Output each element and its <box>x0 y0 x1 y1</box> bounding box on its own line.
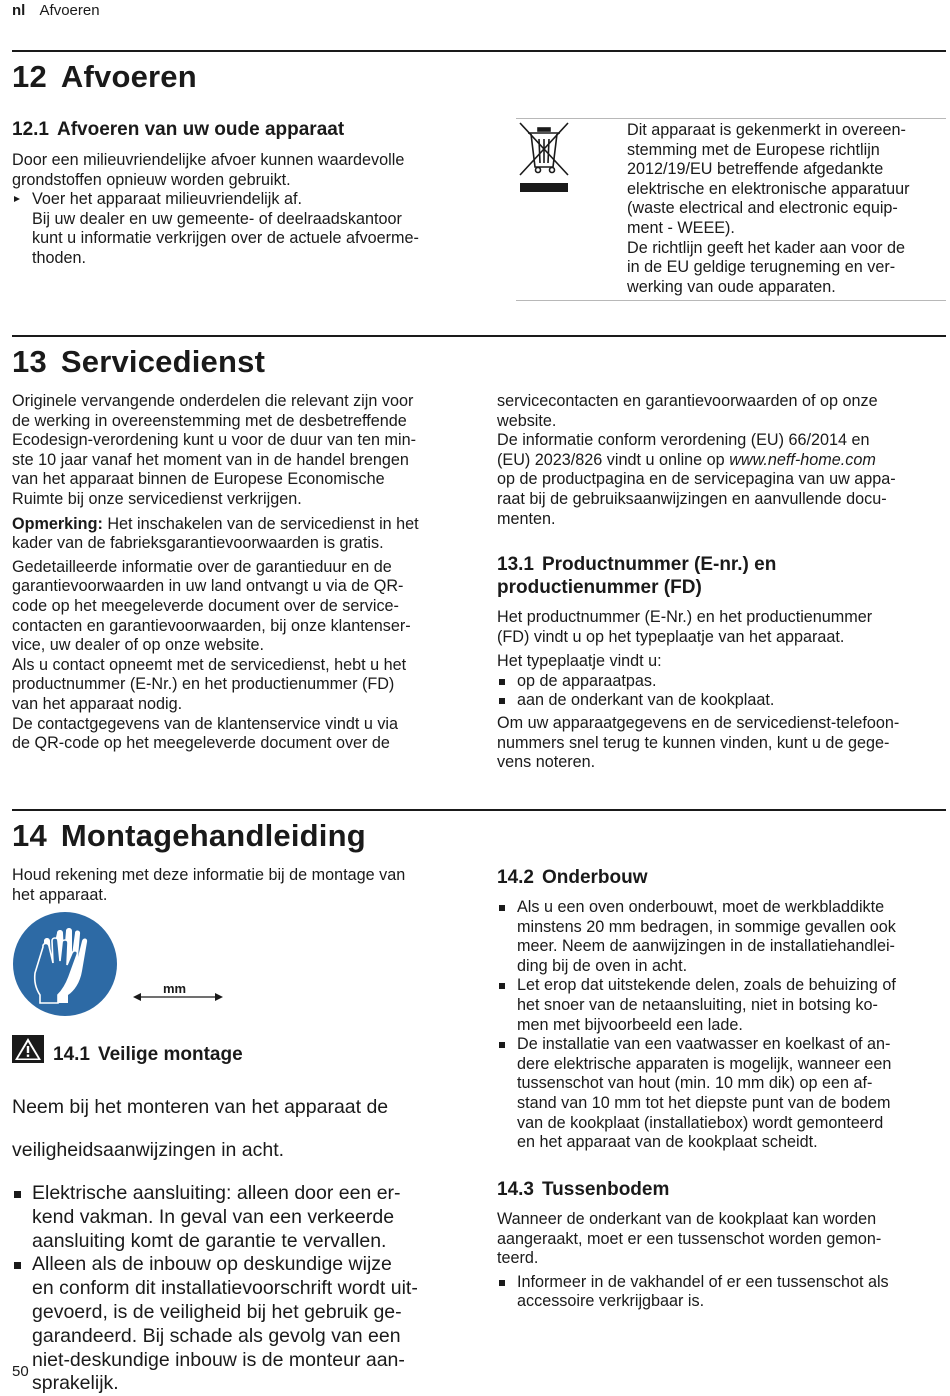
section-heading: 14 Montagehandleiding <box>12 818 366 853</box>
text-line: kunt u informatie verkrijgen over de actuele afvoerme- <box>32 229 419 248</box>
gloves-icon <box>12 911 118 1022</box>
text-line: Door een milieuvriendelijke afvoer kunnen waardevolle <box>12 151 405 169</box>
section-heading: 13 Servicedienst <box>12 344 266 379</box>
s13-right-text: servicecontacten en garantievoorwaarden of op onze website. De informatie conform verordening (EU) 66/2014 en (EU) 2023/826 vindt u online op www.neff-home.com op de productpagina en de servicepagina van uw appa- raat bij de gebruiksaanwijzingen en aanvullende docu- menten. <box>497 392 896 528</box>
list-item: Elektrische aansluiting: alleen door een er- kend vakman. In geval van een verkeerde aansluiting komt de garantie te vervallen. <box>12 1182 482 1253</box>
subsection-heading: 14.3 Tussenbodem <box>497 1179 670 1200</box>
subsection-heading: 13.1 Productnummer (E-nr.) en productienummer (FD) <box>497 554 777 598</box>
section-heading: 12 Afvoeren <box>12 59 197 94</box>
tussenbodem-text: Wanneer de onderkant van de kookplaat kan worden aangeraakt, moet er een tussenschot worden gemon- teerd. Informeer in de vakhandel of er een tussenschot als accessoire verkrijgbaar is. <box>497 1210 947 1312</box>
onderbouw-list <box>497 898 947 1153</box>
safety-text: Neem bij het monteren van het apparaat de veiligheidsaanwijzingen in acht. Elektrische aansluiting: alleen door een er- kend vakman. In geval van een verkeerde aansluiting komt de garantie te vervallen. Alleen als de inbouw op deskundige wijze en conform dit installatievoorschrift wordt uit- gevoerd, is de veiligheid bij het gebruik ge- garandeerd. Bij schade als gevolg van een niet-deskundige inbouw is de monteur aan- sprakelijk. <box>12 1076 482 1396</box>
weee-top-rule <box>516 118 946 119</box>
onderbouw-list-wrap <box>497 898 947 1153</box>
instruction-step: Voer het apparaat milieuvriendelijk af. <box>12 190 482 210</box>
subsection-heading: 12.1 Afvoeren van uw oude apparaat <box>12 119 345 140</box>
list-item: Alleen als de inbouw op deskundige wijze en conform dit installatievoorschrift wordt uit- gevoerd, is de veiligheid bij het gebruik ge- garandeerd. Bij schade als gevolg van een niet-deskundige inbouw is de monteur aan- sprakelijk. <box>12 1253 482 1396</box>
website-link[interactable]: www.neff-home.com <box>729 450 876 469</box>
running-header <box>12 2 100 20</box>
text-line: thoden. <box>32 248 87 267</box>
typeplate-list <box>497 672 947 711</box>
subsection-heading: 14.1 Veilige montage <box>53 1044 243 1065</box>
list-item: Als u een oven onderbouwt, moet de werkbladdikte minstens 20 mm bedragen, in sommige gevallen ook meer. Neem de aanwijzingen in de installatiehandlei- ding bij de oven in acht. <box>497 898 947 976</box>
dimension-label: mm <box>163 981 187 996</box>
section-rule <box>12 809 946 811</box>
list-item: Informeer in de vakhandel of er een tussenschot als accessoire verkrijgbaar is. <box>497 1273 947 1312</box>
s14-intro: Houd rekening met deze informatie bij de montage van het apparaat. <box>12 866 406 904</box>
list-item: aan de onderkant van de kookplaat. <box>497 691 947 711</box>
list-item: Let erop dat uitstekende delen, zoals de behuizing of het snoer van de netaansluiting, niet in botsing ko- men met bijvoorbeeld een lade. <box>497 976 947 1035</box>
s13-product-text: Het productnummer (E-Nr.) en het productienummer (FD) vindt u op het typeplaatje van het apparaat. Het typeplaatje vindt u: op de apparaatpas. aan de onderkant van de kookplaat. Om uw apparaatgegevens en de servicedienst-telefoon- nummers snel terug te kunnen vinden, kunt u de gege- vens noteren. <box>497 608 947 773</box>
section-rule <box>12 335 946 337</box>
list-item: De installatie van een vaatwasser en koelkast of an- dere elektrische apparaten is mogelijk, wanneer een tussenschot van hout (min. 10 mm dik) op een af- stand van 10 mm tot het diepste punt van de bodem van de kookplaat (installatiebox) wordt gemonteerd en het apparaat van de kookplaat scheidt. <box>497 1035 947 1153</box>
weee-bin-icon <box>518 121 570 202</box>
note-label: Opmerking: <box>12 514 103 533</box>
service-note: Opmerking: Het inschakelen van de servicedienst in het <box>12 514 419 533</box>
page-number: 50 <box>12 1363 29 1380</box>
text-line: Bij uw dealer en uw gemeente- of deelraadskantoor <box>32 209 402 228</box>
s13-left-text: Originele vervangende onderdelen die relevant zijn voor de werking in overeenstemming met de desbetreffende Ecodesign-verordening kunt u voor de duur van ten min- ste 10 jaar vanaf het moment van in de handel brengen van het apparaat binnen de Europese Economische Ruimte bij onze servicedienst verkrijgen. Opmerking: Het inschakelen van de servicedienst in het kader van de fabrieksgarantievoorwaarden is gratis. Gedetailleerde informatie over de garantieduur en de garantievoorwaarden in uw land ontvangt u via de QR- code op het meegeleverde document over de service- contacten en garantievoorwaarden, bij onze klantenser- vice, uw dealer of op onze website. Als u contact opneemt met de servicedienst, hebt u het productnummer (E-Nr.) en het productienummer (FD) van het apparaat nodig. De contactgegevens van de klantenservice vindt u via de QR-code op het meegeleverde document over de <box>12 392 482 754</box>
text-line: grondstoffen opnieuw worden gebruikt. <box>12 170 291 189</box>
language-code: nl <box>12 2 26 19</box>
s12-left-text <box>12 151 482 269</box>
warning-icon <box>12 1035 44 1068</box>
safety-list <box>12 1182 482 1396</box>
list-item: op de apparaatpas. <box>497 672 947 692</box>
section-rule <box>12 50 946 52</box>
weee-text: Dit apparaat is gekenmerkt in overeen- stemming met de Europese richtlijn 2012/19/EU betreffende afgedankte elektrische en elektronische apparatuur (waste electrical and electronic equip- ment - WEEE). De richtlijn geeft het kader aan voor de in de EU geldige terugneming en ver- werking van oude apparaten. <box>627 121 910 296</box>
tussenbodem-list <box>497 1273 947 1312</box>
header-section: Afvoeren <box>39 2 100 19</box>
subsection-heading: 14.2 Onderbouw <box>497 867 648 888</box>
weee-bottom-rule <box>516 300 946 301</box>
